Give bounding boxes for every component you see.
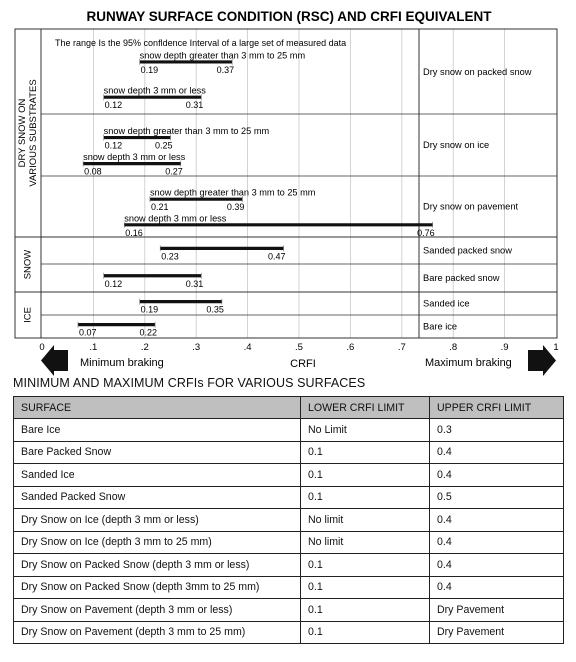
range-low-value: 0.12 <box>104 278 123 289</box>
x-tick-label: .6 <box>346 342 355 353</box>
table-cell: No limit <box>301 531 430 554</box>
x-axis-label: CRFI <box>290 358 316 370</box>
surface-label: Dry snow on ice <box>423 140 490 150</box>
table-cell: Sanded Packed Snow <box>14 486 301 509</box>
x-tick-label: .8 <box>449 342 458 353</box>
range-bar-label: snow depth greater than 3 mm to 25 mm <box>103 126 270 137</box>
range-low-value: 0.07 <box>78 327 97 338</box>
table-row <box>14 531 564 554</box>
table-cell: 0.4 <box>430 554 564 577</box>
surface-label: Bare packed snow <box>423 273 500 283</box>
table-cell: Dry Snow on Packed Snow (depth 3mm to 25 mm) <box>14 576 301 599</box>
range-low-value: 0.12 <box>104 140 123 151</box>
range-high-value: 0.31 <box>185 100 204 111</box>
range-high-value: 0.47 <box>268 251 286 262</box>
range-high-value: 0.35 <box>206 304 224 315</box>
surface-label: Sanded packed snow <box>423 245 512 256</box>
table-cell: No limit <box>301 509 430 532</box>
table-title: MINIMUM AND MAXIMUM CRFIs FOR VARIOUS SURFACES <box>13 376 366 390</box>
table-cell: No Limit <box>301 419 430 442</box>
table-cell: 0.4 <box>430 441 564 464</box>
table-header-cell: SURFACE <box>14 397 301 419</box>
table-row <box>14 419 564 442</box>
table-cell: 0.4 <box>430 576 564 599</box>
table-cell: 0.5 <box>430 486 564 509</box>
table-row <box>14 464 564 487</box>
surface-label: Dry snow on packed snow <box>423 67 532 77</box>
range-low-value: 0.23 <box>161 251 179 262</box>
surface-label: Dry snow on pavement <box>423 201 519 212</box>
range-high-value: 0.31 <box>185 278 204 289</box>
range-high-value: 0.76 <box>417 227 435 238</box>
table-cell: Dry Snow on Ice (depth 3 mm to 25 mm) <box>14 531 301 554</box>
table-row <box>14 599 564 622</box>
range-low-value: 0.21 <box>150 202 169 213</box>
range-bar-label: snow depth 3 mm or less <box>103 85 206 96</box>
table-cell: 0.4 <box>430 464 564 487</box>
range-high-value: 0.25 <box>154 140 173 151</box>
table-cell: Dry Snow on Pavement (depth 3 mm or less) <box>14 599 301 622</box>
table-header-row <box>14 397 564 419</box>
table-cell: 0.1 <box>301 599 430 622</box>
range-bar-label: snow depth greater than 3 mm to 25 mm <box>149 187 316 198</box>
table-cell: 0.1 <box>301 441 430 464</box>
table-cell: 0.4 <box>430 531 564 554</box>
x-tick-label: .5 <box>295 342 303 353</box>
range-low-value: 0.08 <box>84 166 102 177</box>
range-low-value: 0.19 <box>140 64 159 75</box>
group-label: ICE <box>22 307 34 323</box>
range-high-value: 0.27 <box>165 166 183 177</box>
group-label: SNOW <box>22 249 34 280</box>
range-low-value: 0.19 <box>140 304 159 315</box>
chart-title: RUNWAY SURFACE CONDITION (RSC) AND CRFI EQUIVALENT <box>86 9 492 24</box>
chart-note: The range Is the 95% confldence Interval of a large set of measured data <box>55 38 347 48</box>
range-low-value: 0.16 <box>125 227 143 238</box>
surface-label: Bare ice <box>423 321 458 332</box>
table-header-cell: LOWER CRFI LIMIT <box>301 397 430 419</box>
x-tick-label: .4 <box>243 342 252 353</box>
group-label: VARIOUS SUBSTRATES <box>28 79 40 187</box>
min-braking-label: Minimum braking <box>80 357 164 369</box>
x-tick-label: .2 <box>140 342 149 353</box>
table-row <box>14 441 564 464</box>
left-arrow-icon <box>41 345 68 376</box>
table-cell: 0.3 <box>430 419 564 442</box>
x-tick-label: .1 <box>89 342 98 353</box>
range-bar-label: snow depth 3 mm or less <box>124 213 227 224</box>
range-high-value: 0.37 <box>216 64 235 75</box>
table-header-cell: UPPER CRFI LIMIT <box>430 397 564 419</box>
table-cell: Dry Snow on Packed Snow (depth 3 mm or less) <box>14 554 301 577</box>
table-cell: 0.4 <box>430 509 564 532</box>
table-cell: Bare Ice <box>14 419 301 442</box>
table-cell: 0.1 <box>301 464 430 487</box>
max-braking-label: Maximum braking <box>425 357 512 369</box>
table-row <box>14 554 564 577</box>
table-row <box>14 576 564 599</box>
range-low-value: 0.12 <box>104 100 123 111</box>
range-high-value: 0.22 <box>139 327 158 338</box>
x-tick-label: .7 <box>397 342 406 353</box>
crfi-limits-table <box>13 396 564 644</box>
x-tick-label: .9 <box>500 342 509 353</box>
table-row <box>14 509 564 532</box>
group-label: DRY SNOW ON <box>17 98 29 168</box>
table-cell: Dry Snow on Ice (depth 3 mm or less) <box>14 509 301 532</box>
table-cell: Dry Snow on Pavement (depth 3 mm to 25 mm) <box>14 621 301 644</box>
table-cell: 0.1 <box>301 554 430 577</box>
table-cell: 0.1 <box>301 486 430 509</box>
table-row <box>14 621 564 644</box>
range-bar-label: snow depth greater than 3 mm to 25 mm <box>139 50 306 61</box>
surface-label: Sanded ice <box>423 298 470 309</box>
table-row <box>14 486 564 509</box>
x-tick-label: .3 <box>192 342 201 353</box>
table-cell: Bare Packed Snow <box>14 441 301 464</box>
right-arrow-icon <box>528 345 556 376</box>
table-cell: Sanded Ice <box>14 464 301 487</box>
x-tick-label: 1 <box>553 342 559 353</box>
table-cell: 0.1 <box>301 576 430 599</box>
table-cell: 0.1 <box>301 621 430 644</box>
range-bar-label: snow depth 3 mm or less <box>83 152 186 163</box>
table-cell: Dry Pavement <box>430 599 564 622</box>
table-cell: Dry Pavement <box>430 621 564 644</box>
range-high-value: 0.39 <box>226 202 245 213</box>
x-tick-label: 0 <box>39 342 45 353</box>
